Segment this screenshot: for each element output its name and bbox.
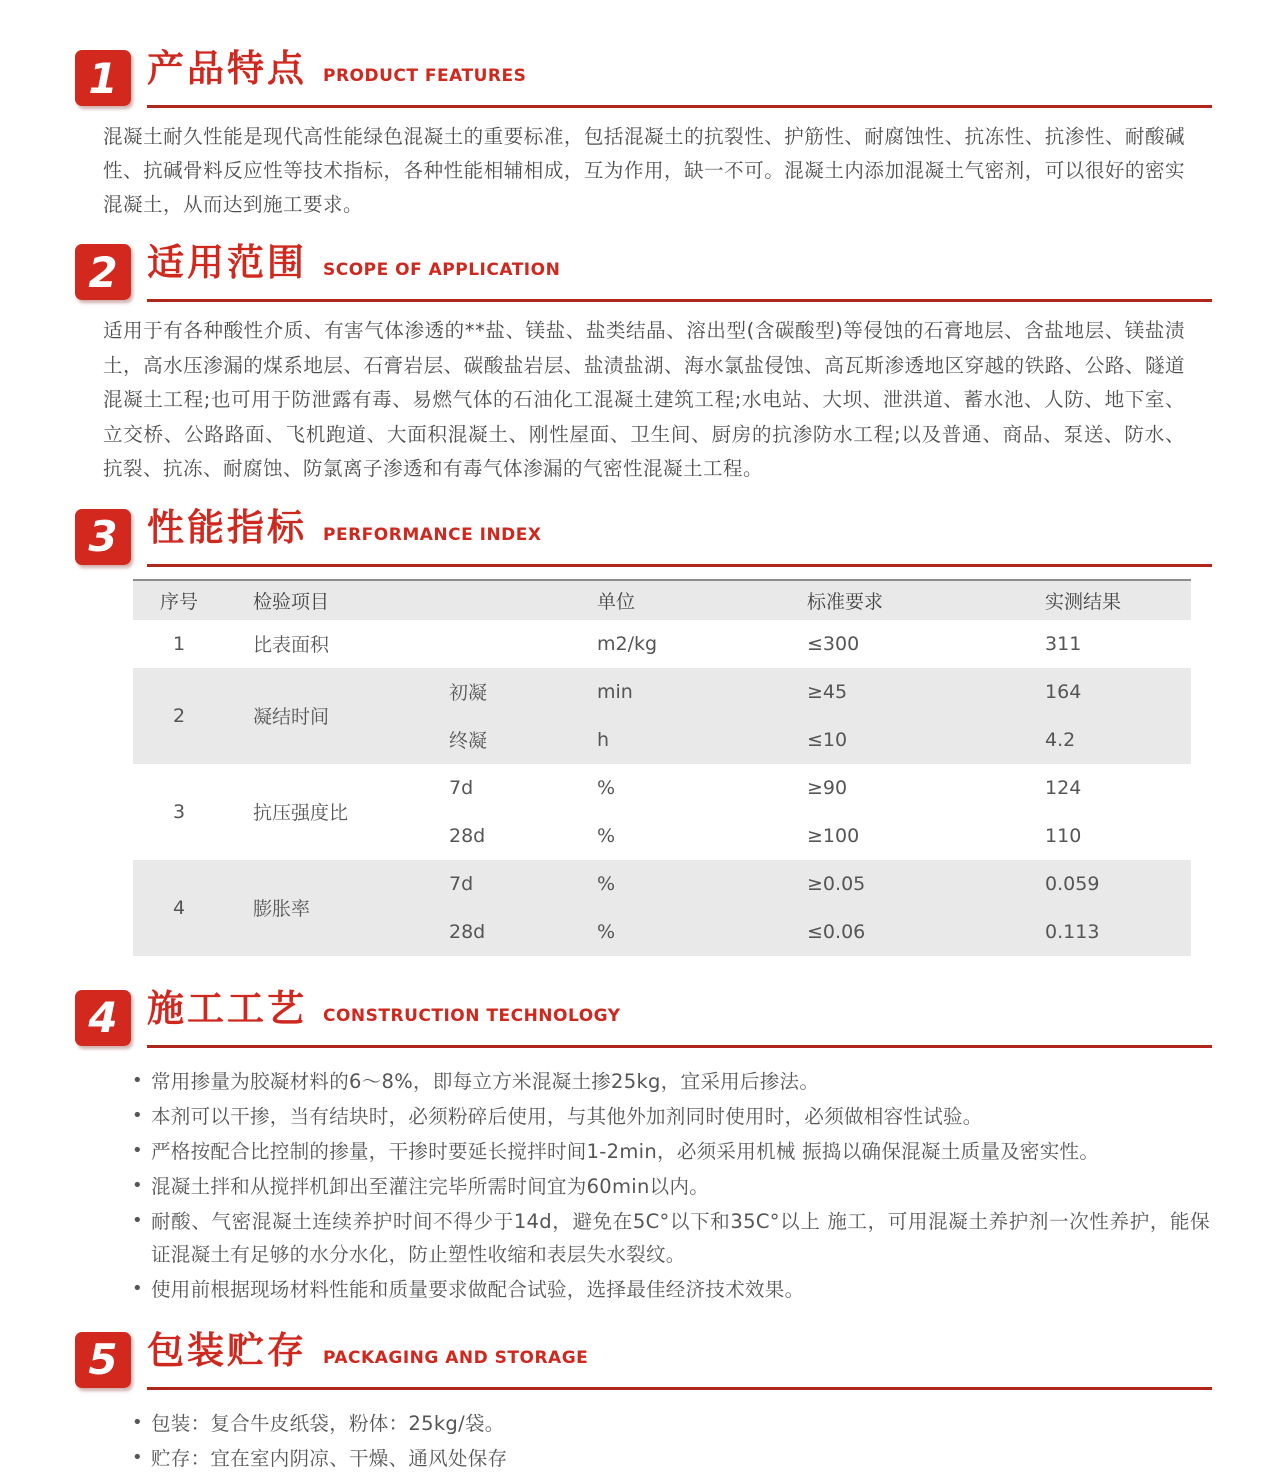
cell-standard: ≥0.05 <box>807 872 866 895</box>
cell-no: 2 <box>172 704 186 727</box>
bullet-item: • 常用掺量为胶凝材料的6～8%，即每立方米混凝土掺25kg，宜采用后掺法。 <box>130 1065 1210 1098</box>
cell-result: 4.2 <box>1045 728 1076 751</box>
table-row <box>133 860 1191 908</box>
section-3-title-zh: 性能指标 <box>147 505 307 549</box>
table-header-row <box>133 580 1191 620</box>
col-header-unit: 单位 <box>597 590 636 613</box>
cell-standard: ≤10 <box>807 728 848 751</box>
section-4-title-en: CONSTRUCTION TECHNOLOGY <box>323 1005 621 1026</box>
bullet-item: • 使用前根据现场材料性能和质量要求做配合试验，选择最佳经济技术效果。 <box>130 1273 1210 1306</box>
cell-sub-item: 终凝 <box>449 730 488 752</box>
section-1-title-row <box>147 47 1212 108</box>
section-1-title-zh: 产品特点 <box>147 47 307 90</box>
packaging-bullet-list <box>130 1407 1210 1475</box>
section-1-title-en: PRODUCT FEATURES <box>323 66 527 86</box>
section-1-number-badge <box>75 50 131 106</box>
cell-sub-item: 28d <box>449 920 486 943</box>
section-2-paragraph: 适用于有各种酸性介质、有害气体渗透的**盐、镁盐、盐类结晶、溶出型(含碳酸型)等侵蚀的石膏地层、含盐地层、镁盐渍土，高水压渗漏的煤系地层、石膏岩层、碳酸盐岩层、盐渍盐湖、海水氯盐侵蚀、高瓦斯渗透地区穿越的铁路、公路、隧道混凝土工程;也可用于防泄露有毒、易燃气体的石油化工混凝土建筑工程;水电站、大坝、泄洪道、蓄水池、人防、地下室、立交桥、公路路面、飞机跑道、大面积混凝土、刚性屋面、卫生间、厨房的抗渗防水工程;以及普通、商品、泵送、防水、抗裂、抗冻、耐腐蚀、防氯离子渗透和有毒气体渗漏的气密性混凝土工程。 <box>103 319 1185 480</box>
col-header-standard: 标准要求 <box>807 590 884 613</box>
cell-result: 124 <box>1045 776 1082 799</box>
cell-no: 4 <box>172 896 186 919</box>
col-header-item: 检验项目 <box>253 590 330 613</box>
section-2-title-en: SCOPE OF APPLICATION <box>323 260 561 280</box>
section-1-number: 1 <box>88 53 118 103</box>
bullet-item: • 贮存：宜在室内阴凉、干燥、通风处保存 <box>130 1442 1210 1475</box>
cell-sub-item: 28d <box>449 824 486 847</box>
cell-unit: m2/kg <box>597 632 658 655</box>
cell-standard: ≥90 <box>807 776 848 799</box>
cell-unit: % <box>597 920 616 943</box>
cell-standard: ≥100 <box>807 824 860 847</box>
bullet-item: • 严格按配合比控制的掺量，干掺时要延长搅拌时间1-2min，必须采用机械 振捣以确保混凝土质量及密实性。 <box>130 1135 1210 1168</box>
construction-bullet-list <box>130 1065 1210 1306</box>
bullet-item: • 混凝土拌和从搅拌机卸出至灌注完毕所需时间宜为60min以内。 <box>130 1170 1210 1203</box>
cell-result: 0.113 <box>1045 920 1100 943</box>
section-1-header <box>75 47 1212 108</box>
section-2-title-zh: 适用范围 <box>147 241 307 284</box>
col-header-no: 序号 <box>159 590 198 613</box>
section-1-paragraph: 混凝土耐久性能是现代高性能绿色混凝土的重要标准，包括混凝土的抗裂性、护筋性、耐腐蚀性、抗冻性、抗渗性、耐酸碱性、抗碱骨料反应性等技术指标，各种性能相辅相成，互为作用，缺一不可。混凝土内添加混凝土气密剂，可以很好的密实混凝土，从而达到施工要求。 <box>103 125 1185 216</box>
section-5-title-row <box>147 1328 1212 1390</box>
section-construction-technology <box>75 986 1212 1306</box>
cell-standard: ≤300 <box>807 632 860 655</box>
cell-result: 0.059 <box>1045 872 1100 895</box>
cell-result: 164 <box>1045 680 1082 703</box>
section-product-features <box>75 47 1212 222</box>
cell-item: 膨胀率 <box>253 898 311 920</box>
cell-sub-item: 7d <box>449 776 474 799</box>
cell-sub-item: 7d <box>449 872 474 895</box>
section-3-header <box>75 505 1212 567</box>
performance-index-table <box>133 579 1191 956</box>
section-5-title-zh: 包装贮存 <box>147 1328 307 1372</box>
section-5-number: 5 <box>88 1335 118 1384</box>
section-4-header <box>75 986 1212 1048</box>
section-packaging-and-storage <box>75 1328 1212 1475</box>
section-5-title-en: PACKAGING AND STORAGE <box>323 1347 589 1368</box>
bullet-item: • 耐酸、气密混凝土连续养护时间不得少于14d，避免在5C°以下和35C°以上 施工，可用混凝土养护剂一次性养护，能保证混凝土有足够的水分水化，防止塑性收缩和表层失水裂纹。 <box>130 1205 1210 1271</box>
section-2-title-row <box>147 241 1212 302</box>
cell-standard: ≤0.06 <box>807 920 866 943</box>
cell-result: 110 <box>1045 824 1082 847</box>
section-3-title-row <box>147 505 1212 567</box>
section-scope-of-application <box>75 241 1212 487</box>
section-4-number-badge <box>75 990 131 1046</box>
section-performance-index <box>75 505 1212 956</box>
cell-item: 抗压强度比 <box>253 802 349 824</box>
section-4-title-row <box>147 986 1212 1048</box>
cell-standard: ≥45 <box>807 680 848 703</box>
section-2-number-badge <box>75 244 131 300</box>
section-4-title-zh: 施工工艺 <box>147 986 307 1030</box>
table-row <box>133 764 1191 812</box>
cell-item: 比表面积 <box>253 634 330 656</box>
cell-unit: % <box>597 824 616 847</box>
col-header-result: 实测结果 <box>1045 590 1122 613</box>
cell-unit: % <box>597 776 616 799</box>
cell-unit: h <box>597 728 610 751</box>
bullet-item: • 本剂可以干掺，当有结块时，必须粉碎后使用，与其他外加剂同时使用时，必须做相容性试验。 <box>130 1100 1210 1133</box>
section-5-header <box>75 1328 1212 1390</box>
cell-result: 311 <box>1045 632 1082 655</box>
section-4-number: 4 <box>88 993 118 1042</box>
cell-no: 1 <box>172 632 186 655</box>
section-3-number: 3 <box>88 512 118 561</box>
table-row <box>133 668 1191 716</box>
cell-unit: % <box>597 872 616 895</box>
cell-sub-item: 初凝 <box>449 682 488 704</box>
cell-unit: min <box>597 680 633 703</box>
section-3-number-badge <box>75 509 131 565</box>
section-5-number-badge <box>75 1332 131 1388</box>
section-2-header <box>75 241 1212 302</box>
cell-item: 凝结时间 <box>253 706 330 728</box>
cell-no: 3 <box>172 800 186 823</box>
section-2-number: 2 <box>88 247 118 297</box>
table-row <box>133 620 1191 668</box>
bullet-item: • 包装：复合牛皮纸袋，粉体：25kg/袋。 <box>130 1407 1210 1440</box>
section-3-title-en: PERFORMANCE INDEX <box>323 524 542 545</box>
